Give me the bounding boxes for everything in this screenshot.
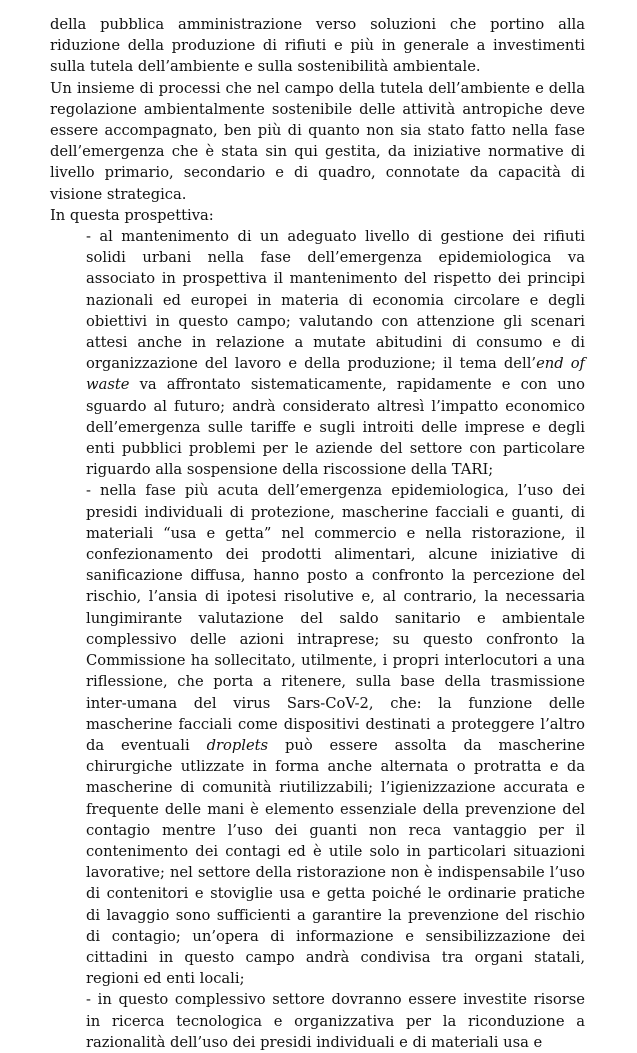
list-item: [86, 480, 585, 989]
list-item-text: in questo complessivo settore dovranno essere investite risorse in ricerca tecnologica e organizzativa per la riconduzione a razionalità dell’uso dei presidi individuali e di materiali usa e: [86, 991, 585, 1051]
list-item-text: può essere assolta da mascherine chirurgiche utlizzate in forma anche alternata o protratta e da mascherine di comunità riutilizzabili; l’igienizzazione accurata e frequente delle mani è elemento essenziale della prevenzione del contagio mentre l’uso dei guanti non reca vantaggio per il contenimento dei contagi ed è utile solo in particolari situazioni lavorative; nel settore della ristorazione non è indispensabile l’uso di contenitori e stoviglie usa e getta poiché le ordinarie pratiche di lavaggio sono sufficienti a garantire la prevenzione del rischio di contagio; un’opera di informazione e sensibilizzazione dei cittadini in questo campo andrà condivisa tra organi statali, regioni ed enti locali;: [86, 736, 585, 988]
italic-term: droplets: [206, 736, 269, 754]
paragraph: della pubblica amministrazione verso soluzioni che portino alla riduzione della produzione di rifiuti e più in generale a investimenti sulla tutela dell’ambiente e sulla sostenibilità ambientale.: [50, 16, 585, 76]
list-item-text: va affrontato sistematicamente, rapidamente e con uno sguardo al futuro; andrà considerato altresì l’impatto economico dell’emergenza sulle tariffe e sugli introiti delle imprese e degli enti pubblici problemi per le aziende del settore con particolare riguardo alla sospensione della riscossione della TARI;: [86, 376, 585, 479]
italic-term: end of waste: [86, 355, 585, 394]
paragraph: Un insieme di processi che nel campo della tutela dell’ambiente e della regolazione ambientalmente sostenibile delle attività antropiche deve essere accompagnato, ben più di quanto non sia stato fatto nella fase dell’emergenza che è stata sin qui gestita, da iniziative normative di livello primario, secondario e di quadro, connotate da capacità di visione strategica.: [50, 79, 585, 203]
list-item-text: nella fase più acuta dell’emergenza epidemiologica, l’uso dei presidi individuali di protezione, mascherine facciali e guanti, di materiali “usa e getta” nel commercio e nella ristorazione, il confezionamento dei prodotti alimentari, alcune iniziative di sanificazione diffusa, hanno posto a confronto la percezione del rischio, l’ansia di ipotesi risolutive e, al contrario, la necessaria lungimirante valutazione del saldo sanitario e ambientale complessivo delle azioni intraprese; su questo confronto la Commissione ha sollecitato, utilmente, i propri interlocutori a una riflessione, che porta a ritenere, sulla base della trasmissione inter-umana del virus Sars-CoV-2, che: la funzione delle mascherine facciali come dispositivi destinati a proteggere l’altro da eventuali: [86, 482, 585, 754]
document-page: [50, 14, 585, 1053]
list-item-text: al mantenimento di un adeguato livello di gestione dei rifiuti solidi urbani nella fase dell’emergenza epidemiologica va associato in prospettiva il mantenimento del rispetto dei principi nazionali ed europei in materia di economia circolare e degli obiettivi in questo campo; valutando con attenzione gli scenari attesi anche in relazione a mutate abitudini di consumo e di organizzazione del lavoro e della produzione; il tema dell’: [86, 228, 586, 373]
list-bullet: -: [86, 991, 98, 1009]
list-item: [86, 226, 585, 480]
paragraph-lead: In questa prospettiva:: [50, 206, 214, 224]
list-bullet: -: [86, 482, 101, 500]
bullet-list: [50, 226, 585, 1053]
list-item: [86, 989, 585, 1053]
list-bullet: -: [86, 228, 100, 246]
